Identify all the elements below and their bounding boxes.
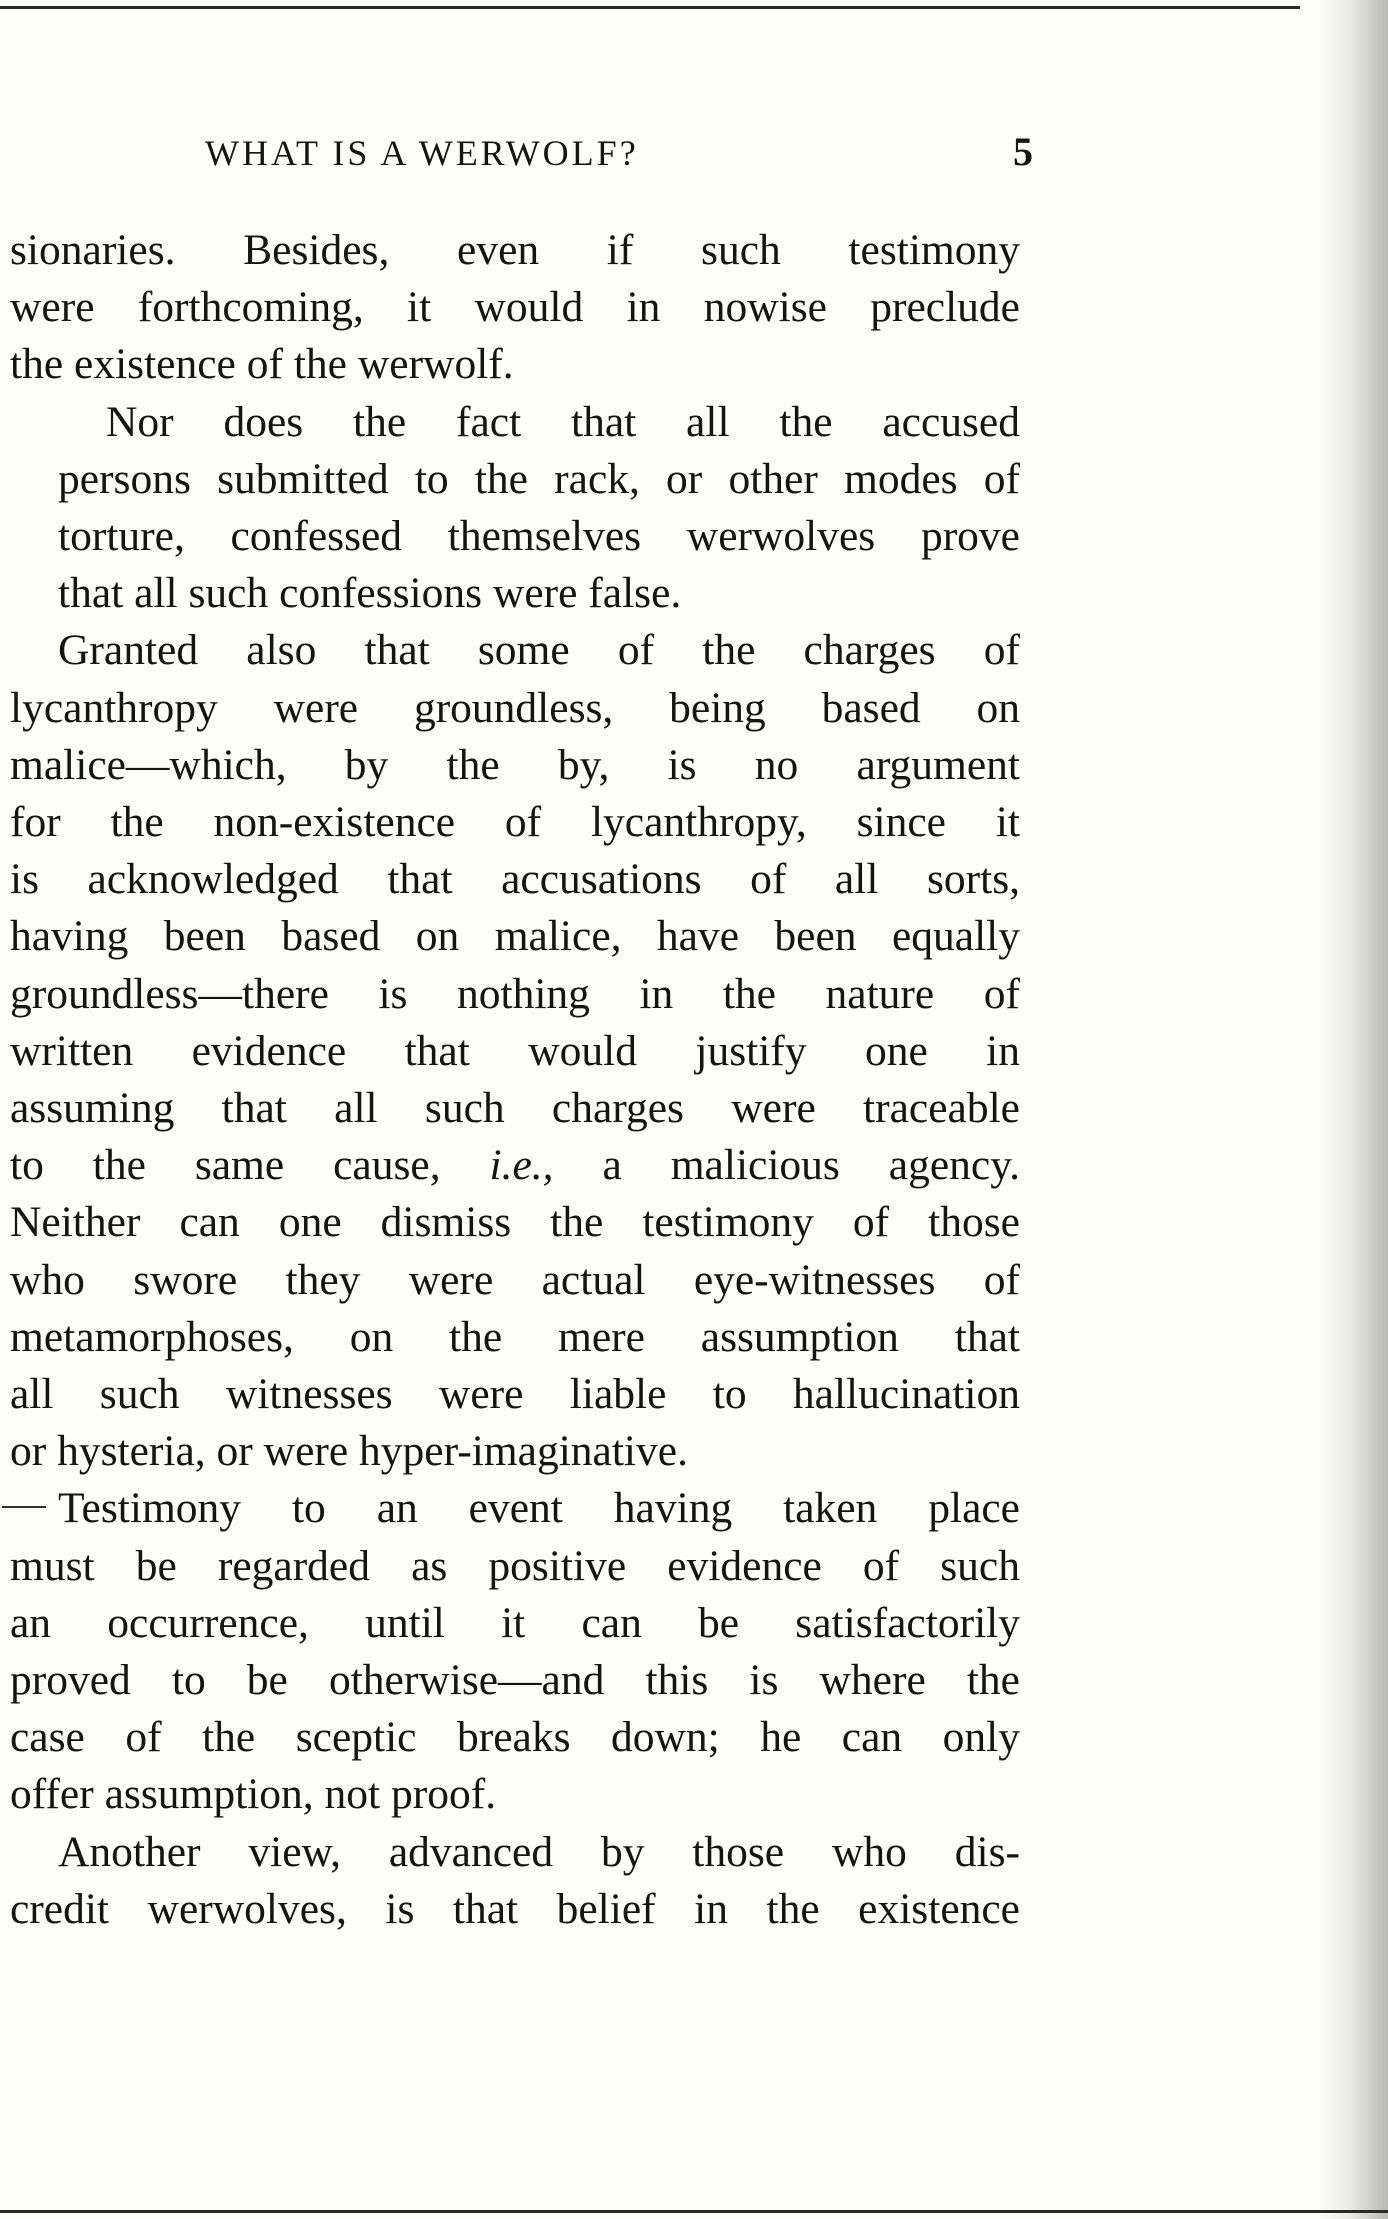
paragraph: [10, 394, 1020, 623]
text-line: were forthcoming, it would in nowise preclude: [10, 283, 1020, 332]
paragraph: [10, 622, 1020, 1480]
text-line: who swore they were actual eye-witnesses of: [10, 1255, 1020, 1304]
text-line: is acknowledged that accusations of all sorts,: [10, 855, 1020, 904]
text-line: or hysteria, or were hyper-imaginative.: [10, 1427, 688, 1476]
text-line: metamorphoses, on the mere assumption that: [10, 1312, 1020, 1361]
text-line: offer assumption, not proof.: [10, 1770, 497, 1819]
page-edge-shadow: [1318, 0, 1388, 2219]
bottom-page-edge: [0, 2210, 1388, 2213]
text-line: an occurrence, until it can be satisfactorily: [10, 1598, 1020, 1647]
text-line: persons submitted to the rack, or other modes of: [58, 454, 1020, 503]
text-line-underlined: proved to be otherwise—and this is where the: [10, 1656, 1020, 1705]
text-line-underlined: Testimony to an event having taken place: [58, 1484, 1020, 1533]
text-line: that all such confessions were false.: [58, 569, 682, 618]
running-title: WHAT IS A WERWOLF?: [205, 133, 639, 173]
italic-abbreviation: i.e.,: [489, 1141, 554, 1190]
body-text: [10, 222, 1020, 1938]
top-page-edge: [0, 6, 1300, 9]
page-number: 5: [1013, 129, 1035, 174]
paragraph: [10, 222, 1020, 394]
text-line: Neither can one dismiss the testimony of those: [10, 1198, 1020, 1247]
text-line: Granted also that some of the charges of: [58, 626, 1020, 675]
paragraph: [10, 1824, 1020, 1938]
running-head: [205, 128, 1035, 178]
text-line: assuming that all such charges were traceable: [10, 1084, 1020, 1133]
paragraph: [10, 1480, 1020, 1823]
text-line: sionaries. Besides, even if such testimony: [10, 226, 1020, 274]
text-line: malice—which, by the by, is no argument: [10, 740, 1020, 789]
text-line: the existence of the werwolf.: [10, 340, 514, 389]
text-line-underlined: must be regarded as positive evidence of such: [10, 1541, 1020, 1590]
text-line: groundless—there is nothing in the nature of: [10, 969, 1020, 1018]
text-line: Nor does the fact that all the accused: [106, 397, 1020, 446]
text-line: for the non-existence of lycanthropy, since it: [10, 798, 1020, 847]
text-line: written evidence that would justify one in: [10, 1026, 1020, 1075]
text-line: torture, confessed themselves werwolves prove: [58, 512, 1020, 561]
text-line: credit werwolves, is that belief in the existence: [10, 1884, 1020, 1933]
text-line: lycanthropy were groundless, being based on: [10, 683, 1020, 732]
text-line: to the same cause, i.e., a malicious agency.: [10, 1141, 1020, 1190]
text-line: case of the sceptic breaks down; he can only: [10, 1713, 1020, 1762]
text-line: Another view, advanced by those who dis-: [58, 1827, 1020, 1876]
text-line: all such witnesses were liable to hallucination: [10, 1370, 1020, 1419]
text-line: having been based on malice, have been equally: [10, 912, 1020, 961]
